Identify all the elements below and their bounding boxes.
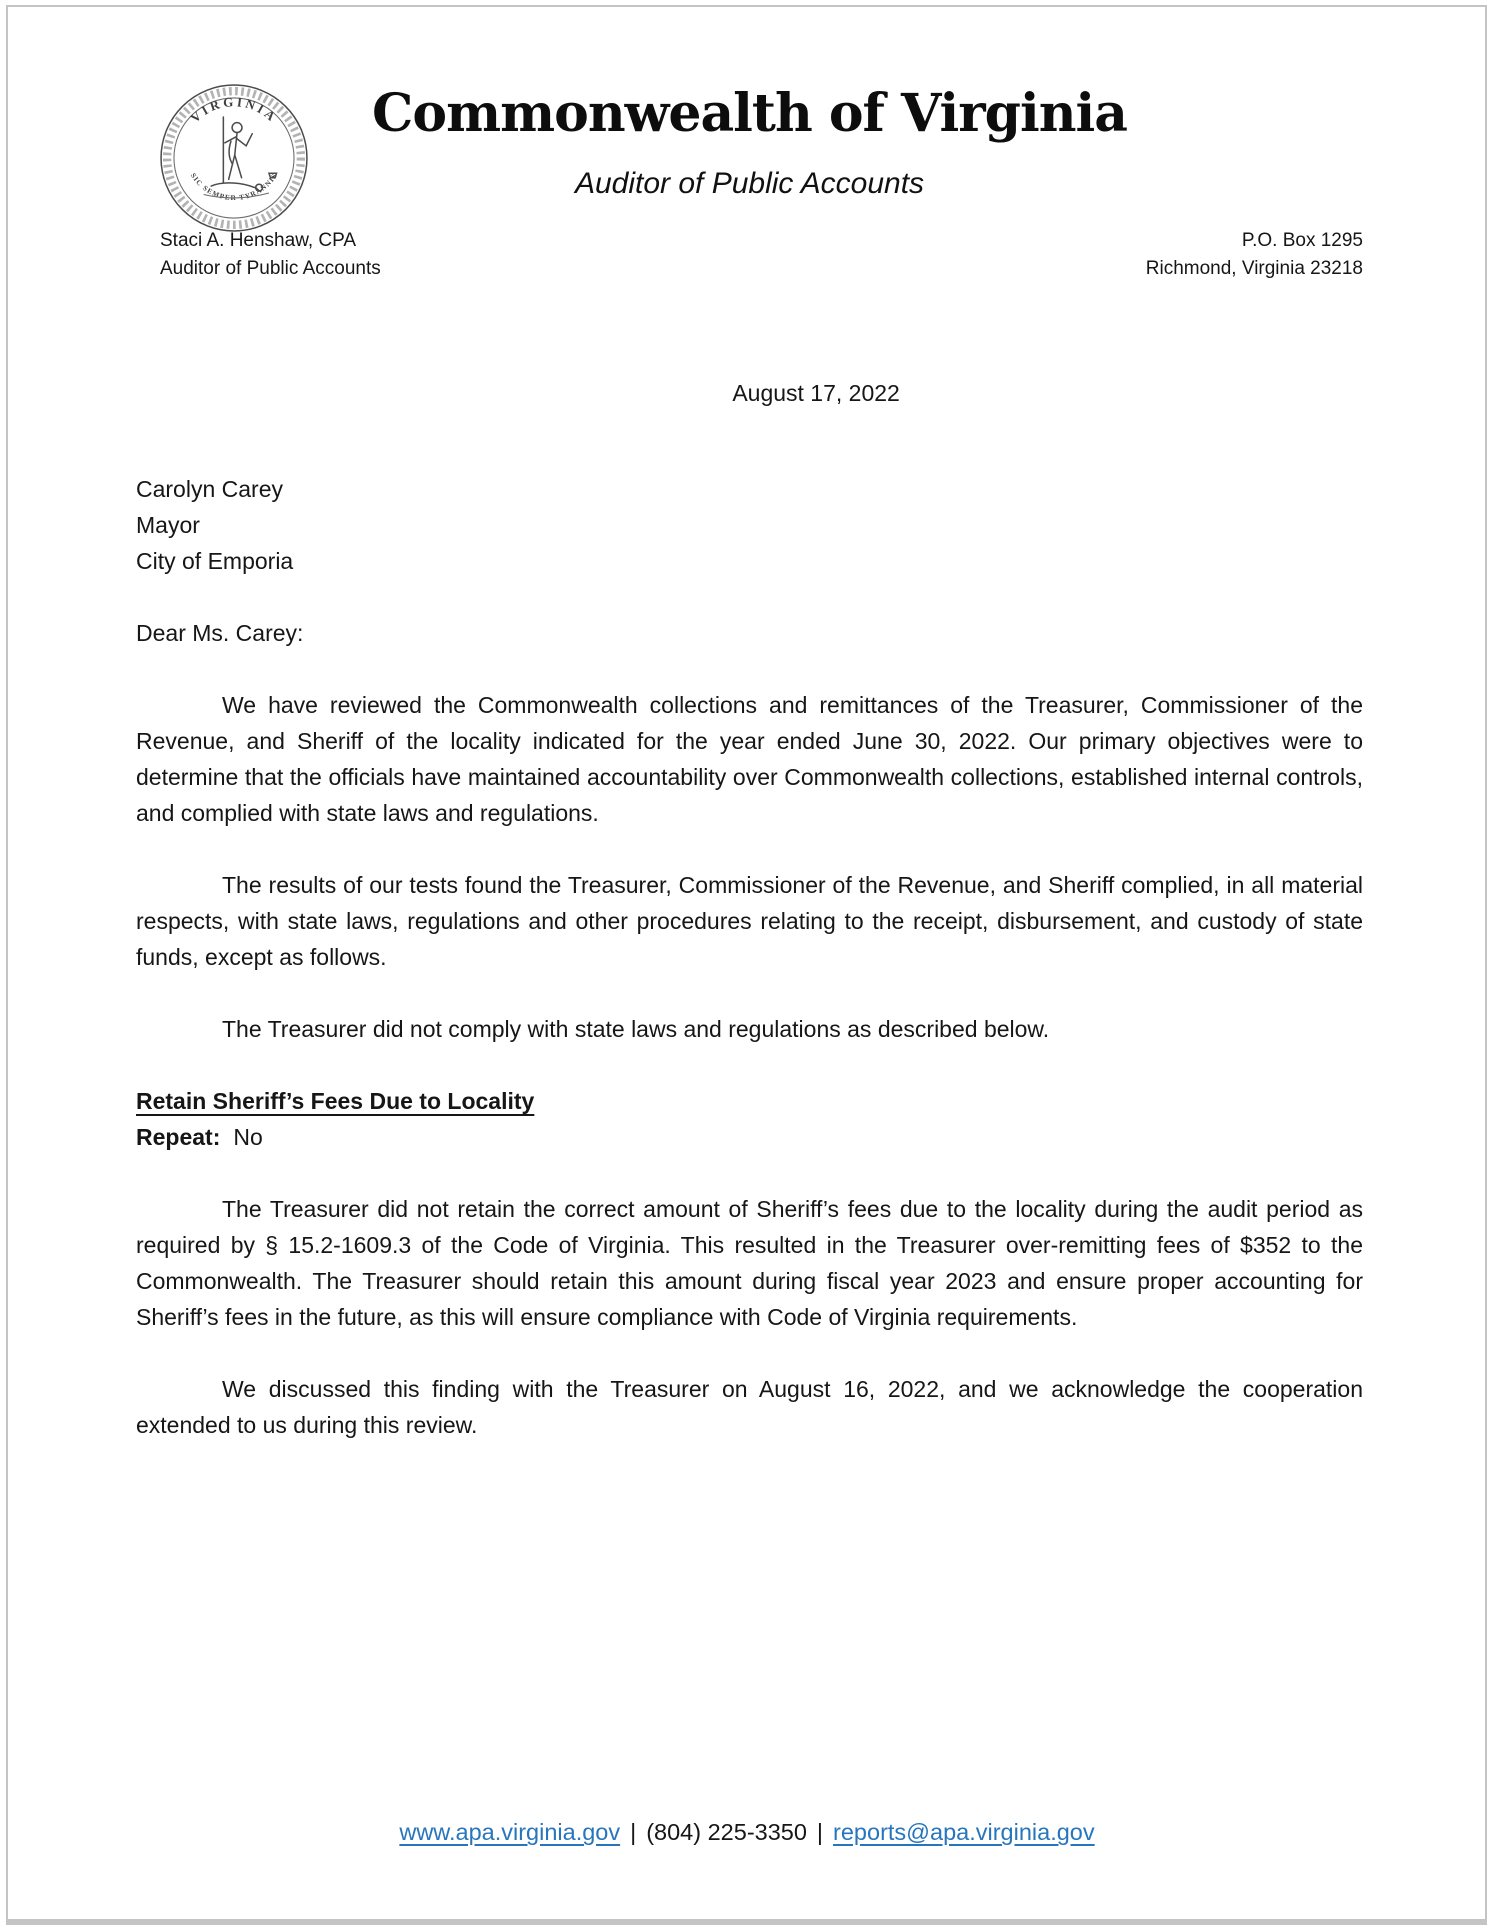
paragraph-closing: We discussed this finding with the Treasurer on August 16, 2022, and we acknowledge the cooperation extended to us during this review. (136, 1376, 1363, 1438)
paragraph-review-scope: We have reviewed the Commonwealth collections and remittances of the Treasurer, Commissioner of the Revenue, and Sheriff of the locality indicated for the year ended June 30, 2022. Our primary objectives were to determine that the officials have maintained accountability over Commonwealth collections, established internal controls, and complied with state laws and regulations. (136, 692, 1363, 826)
paragraph-noncompliance-note: The Treasurer did not comply with state laws and regulations as described below. (222, 1016, 1050, 1042)
letterhead (136, 0, 1363, 283)
paragraph-test-results: The results of our tests found the Treasurer, Commissioner of the Revenue, and Sheriff complied, in all material respects, with state laws, regulations and other procedures relating to the receipt, disbursement, and custody of state funds, except as follows. (136, 872, 1363, 970)
footer-phone: (804) 225-3350 (646, 1819, 807, 1845)
letter-date: August 17, 2022 (732, 380, 900, 406)
auditor-name: Staci A. Henshaw, CPA (160, 230, 357, 251)
seal-top-text: VIRGINIA (187, 94, 281, 126)
finding-repeat-line (136, 1119, 1363, 1155)
paragraph-finding-detail: The Treasurer did not retain the correct amount of Sheriff’s fees due to the locality during the audit period as required by § 15.2-1609.3 of the Code of Virginia. This resulted in the Treasurer over-remitting fees of $352 to the Commonwealth. The Treasurer should retain this amount during fiscal year 2023 and ensure proper accounting for Sheriff’s fees in the future, as this will ensure compliance with Code of Virginia requirements. (136, 1196, 1363, 1330)
repeat-value: No (233, 1124, 263, 1150)
letterhead-title: Commonwealth of Virginia (372, 83, 1127, 144)
virginia-state-seal-icon (158, 80, 310, 236)
seal-bottom-text: SIC SEMPER TYRANNIS (188, 171, 280, 203)
auditor-title: Auditor of Public Accounts (160, 258, 381, 279)
recipient-block (136, 471, 1363, 579)
office-address-block (1146, 227, 1363, 283)
repeat-label: Repeat: (136, 1124, 221, 1150)
address-city-state-zip: Richmond, Virginia 23218 (1145, 258, 1363, 279)
recipient-title: Mayor (136, 512, 200, 538)
website-link[interactable]: www.apa.virginia.gov (399, 1819, 621, 1845)
footer-separator: | (630, 1819, 637, 1845)
page-footer (0, 1816, 1494, 1848)
recipient-organization: City of Emporia (136, 548, 294, 574)
letterhead-subtitle: Auditor of Public Accounts (574, 167, 925, 200)
salutation: Dear Ms. Carey: (136, 620, 304, 646)
address-po-box: P.O. Box 1295 (1241, 230, 1363, 251)
footer-separator: | (816, 1819, 824, 1845)
recipient-name: Carolyn Carey (136, 476, 283, 502)
finding-heading: Retain Sheriff’s Fees Due to Locality (136, 1088, 535, 1114)
email-link[interactable]: reports@apa.virginia.gov (833, 1819, 1095, 1845)
